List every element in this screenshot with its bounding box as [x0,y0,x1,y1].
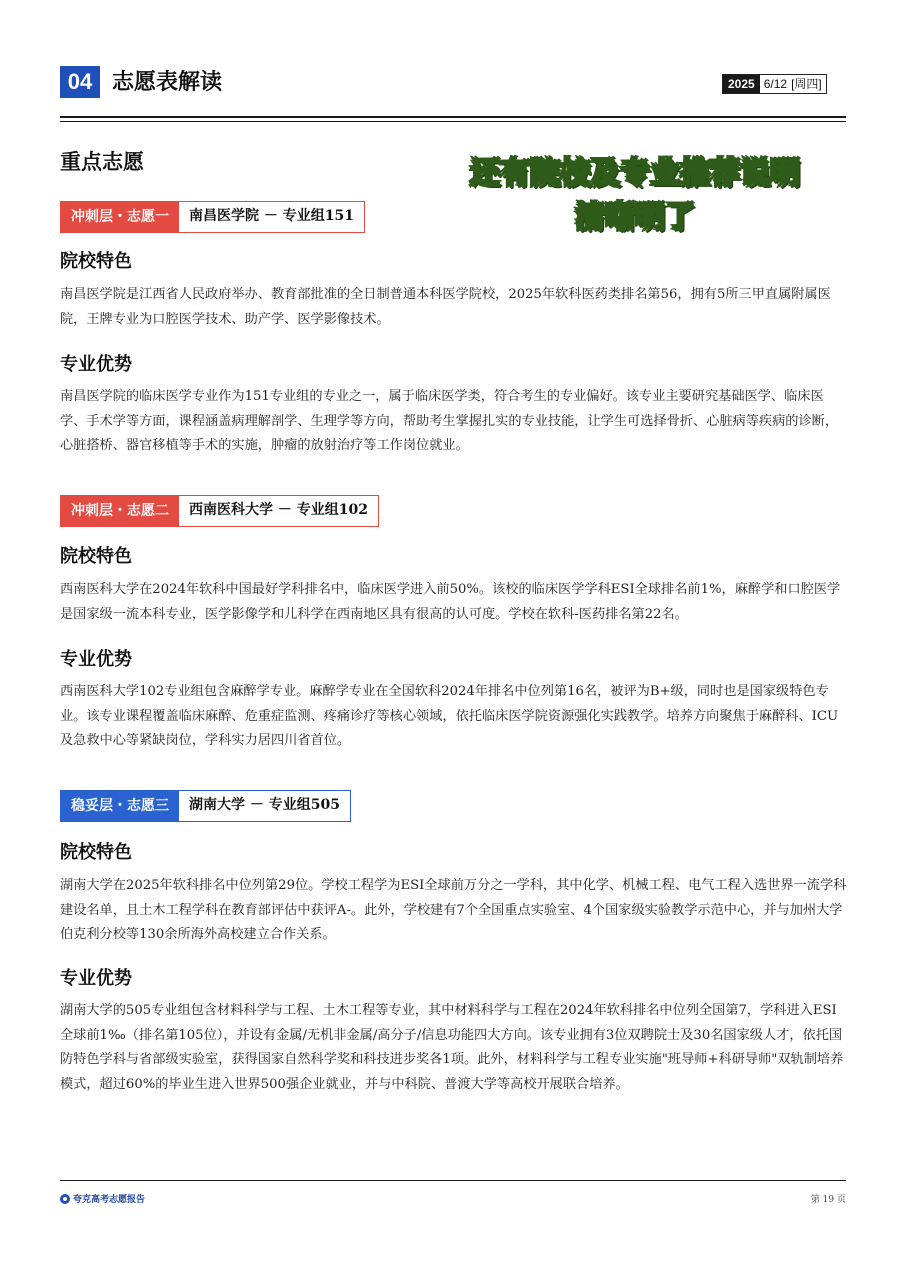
choice-level: 冲刺层・志愿二 [61,496,179,526]
school-text: 南昌医学院是江西省人民政府举办、教育部批准的全日制普通本科医学院校，2025年软科医药类排名第56，拥有5所三甲直属附属医院，王牌专业为口腔医学技术、助产学、医学影像技术。 [60,287,831,327]
date-month-day: 6/12 [763,77,788,91]
choice-school: 西南医科大学 － 专业组102 [179,496,378,526]
school-text: 湖南大学在2025年软科排名中位列第29位。学校工程学为ESI全球前万分之一学科，其中化学、机械工程、电气工程入选世界一流学科建设名单，且土木工程学科在教育部评估中获评A-。此外，学校建有7个全国重点实验室、4个国家级实验教学示范中心，并与加州大学伯克利分校等130余所海外高校建立合作关系。 [60,878,847,942]
overlay-line-2: 清晰明了 [575,200,695,235]
header-rule-thin [60,121,846,122]
footer-brand-text: 夸克高考志愿报告 [73,1194,146,1204]
major-text: 西南医科大学102专业组包含麻醉学专业。麻醉学专业在全国软科2024年排名中位列第16名，被评为B+级，同时也是国家级特色专业。该专业课程覆盖临床麻醉、危重症监测、疼痛诊疗等核心领域，依托临床医学院资源强化实践教学。培养方向聚焦于麻醉科、ICU及急救中心等紧缺岗位，学科实力居四川省首位。 [60,684,839,748]
footer-rule [60,1180,846,1181]
brand-logo-icon [60,1194,70,1204]
date-badge [722,74,827,94]
header-rule [60,116,846,118]
choice-school: 湖南大学 － 专业组505 [179,791,350,821]
major-heading: 专业优势 [60,968,132,989]
section-title: 重点志愿 [60,149,144,174]
chapter-title: 志愿表解读 [112,69,223,95]
choice-tag-2 [60,495,379,527]
page-number: 第 19 页 [810,1195,846,1205]
choice-tag-3 [60,790,351,822]
footer-brand [60,1192,145,1205]
date-weekday: [周四] [791,77,822,91]
date-year: 2025 [723,75,760,93]
major-heading: 专业优势 [60,354,132,375]
major-text: 南昌医学院的临床医学专业作为151专业组的专业之一，属于临床医学类，符合考生的专业偏好。该专业主要研究基础医学、临床医学、手术学等方面，课程涵盖病理解剖学、生理学等方向，帮助考生掌握扎实的专业技能，让学生可选择骨折、心脏病等疾病的诊断，心脏搭桥、器官移植等手术的实施，肿瘤的放射治疗等工作岗位就业。 [60,389,839,453]
overlay-line-1: 还有院校及专业推荐说明 [470,156,800,191]
overlay-caption [405,152,865,240]
choice-school: 南昌医学院 － 专业组151 [179,202,364,232]
school-text: 西南医科大学在2024年软科中国最好学科排名中，临床医学进入前50%。该校的临床医学学科ESI全球排名前1%，麻醉学和口腔医学是国家级一流本科专业，医学影像学和儿科学在西南地区具有很高的认可度。学校在软科-医药排名第22名。 [60,582,841,622]
major-heading: 专业优势 [60,649,132,670]
chapter-number: 04 [60,66,100,98]
choice-level: 冲刺层・志愿一 [61,202,179,232]
school-heading: 院校特色 [60,842,132,863]
choice-tag-1 [60,201,365,233]
major-text: 湖南大学的505专业组包含材料科学与工程、土木工程等专业，其中材料科学与工程在2024年软科排名中位列全国第7，学科进入ESI全球前1‰（排名第105位），并设有金属/无机非金属/高分子/信息功能四大方向。该专业拥有3位双聘院士及30名国家级人才，依托国防特色学科与省部级实验室，获得国家自然科学奖和科技进步奖各1项。此外，材料科学与工程专业实施"班导师+科研导师"双轨制培养模式，超过60%的毕业生进入世界500强企业就业，并与中科院、普渡大学等高校开展联合培养。 [60,1003,844,1092]
choice-level: 稳妥层・志愿三 [61,791,179,821]
school-heading: 院校特色 [60,251,132,272]
school-heading: 院校特色 [60,546,132,567]
